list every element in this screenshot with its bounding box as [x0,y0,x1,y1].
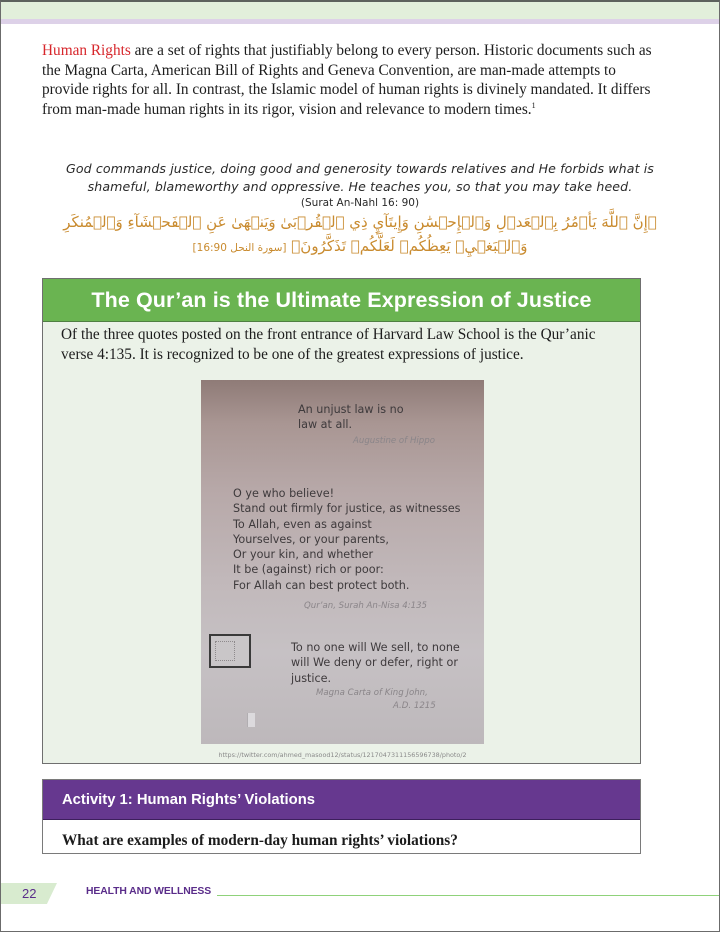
photo-quran-line: It be (against) rich or poor: [233,563,384,577]
wall-frame-icon [209,634,251,668]
arabic-reference: [سورة النحل 16:90] [192,242,287,254]
footer-section-title: HEALTH AND WELLNESS [86,886,212,897]
photo-quote-augustine: An unjust law is no law at all. [298,403,404,432]
page-number: 22 [22,886,37,901]
wall-switch-icon [247,713,255,727]
top-decorative-band-green [1,2,719,19]
photo-cite-augustine: Augustine of Hippo [353,436,435,446]
activity-question: What are examples of modern-day human rights’ violations? [62,832,458,849]
top-decorative-band-purple [1,19,719,24]
intro-text: are a set of rights that justifiably belong to every person. Historic documents such as the Magna Carta, American Bill of Rights and Geneva Convention, are man-made attempts to provide rights for all. In contrast, the Islamic model of human rights is divinely mandated. It differs from man-made human rights in its rigor, vision and relevance to modern times. [42,42,652,118]
photo-cite-magna-carta-2: A.D. 1215 [393,701,436,711]
photo-cite-quran: Qur’an, Surah An-Nisa 4:135 [304,601,428,611]
footnote-marker: 1 [531,100,536,110]
harvard-law-wall-photo [201,380,484,744]
photo-quote-magna-carta: To no one will We sell, to none will We deny or defer, right or justice. [291,641,460,685]
photo-quran-line: Stand out firmly for justice, as witnesses [233,502,461,516]
quran-quote-arabic [40,210,680,260]
photo-quote-quran [233,486,483,593]
photo-quran-line: For Allah can best protect both. [233,578,410,592]
justice-box-body: Of the three quotes posted on the front entrance of Harvard Law School is the Qur’anic verse 4:135. It is recognized to be one of the greatest expressions of justice. [61,326,596,363]
footer-divider [217,895,720,896]
quran-quote-english: God commands justice, doing good and generosity towards relatives and He forbids what is shameful, blameworthy and oppressive. He teaches you, so that you may take heed. [66,161,654,194]
photo-quran-line: Or your kin, and whether [233,548,374,562]
highlighted-term: Human Rights [42,42,131,59]
photo-quran-line: Yourselves, or your parents, [233,532,389,546]
photo-credit-link[interactable]: https://twitter.com/ahmed_masood12/status/1217047311156596738/photo/2 [218,751,467,759]
quran-quote-reference: (Surat An-Nahl 16: 90) [300,197,420,209]
justice-callout-box [42,278,641,764]
photo-cite-magna-carta-1: Magna Carta of King John, [316,688,428,698]
activity-box [42,779,641,854]
photo-quran-line: To Allah, even as against [233,517,372,531]
justice-box-title: The Qur’an is the Ultimate Expression of Justice [43,279,640,322]
arabic-verse: ﴿إِنَّ ٱللَّهَ يَأۡمُرُ بِٱلۡعَدۡلِ وَٱلۡإِحۡسَٰنِ وَإِيتَآيِٕ ذِي ٱلۡقُرۡبَىٰ وَيَنۡهَىٰ عَنِ ٱلۡفَحۡشَآءِ وَٱلۡمُنكَرِ وَٱلۡبَغۡيِۚ يَعِظُكُمۡ لَعَلَّكُمۡ تَذَكَّرُونَ﴾ [63,213,657,255]
photo-quran-line: O ye who believe! [233,487,335,500]
activity-title: Activity 1: Human Rights’ Violations [43,780,640,820]
intro-paragraph [42,41,662,119]
